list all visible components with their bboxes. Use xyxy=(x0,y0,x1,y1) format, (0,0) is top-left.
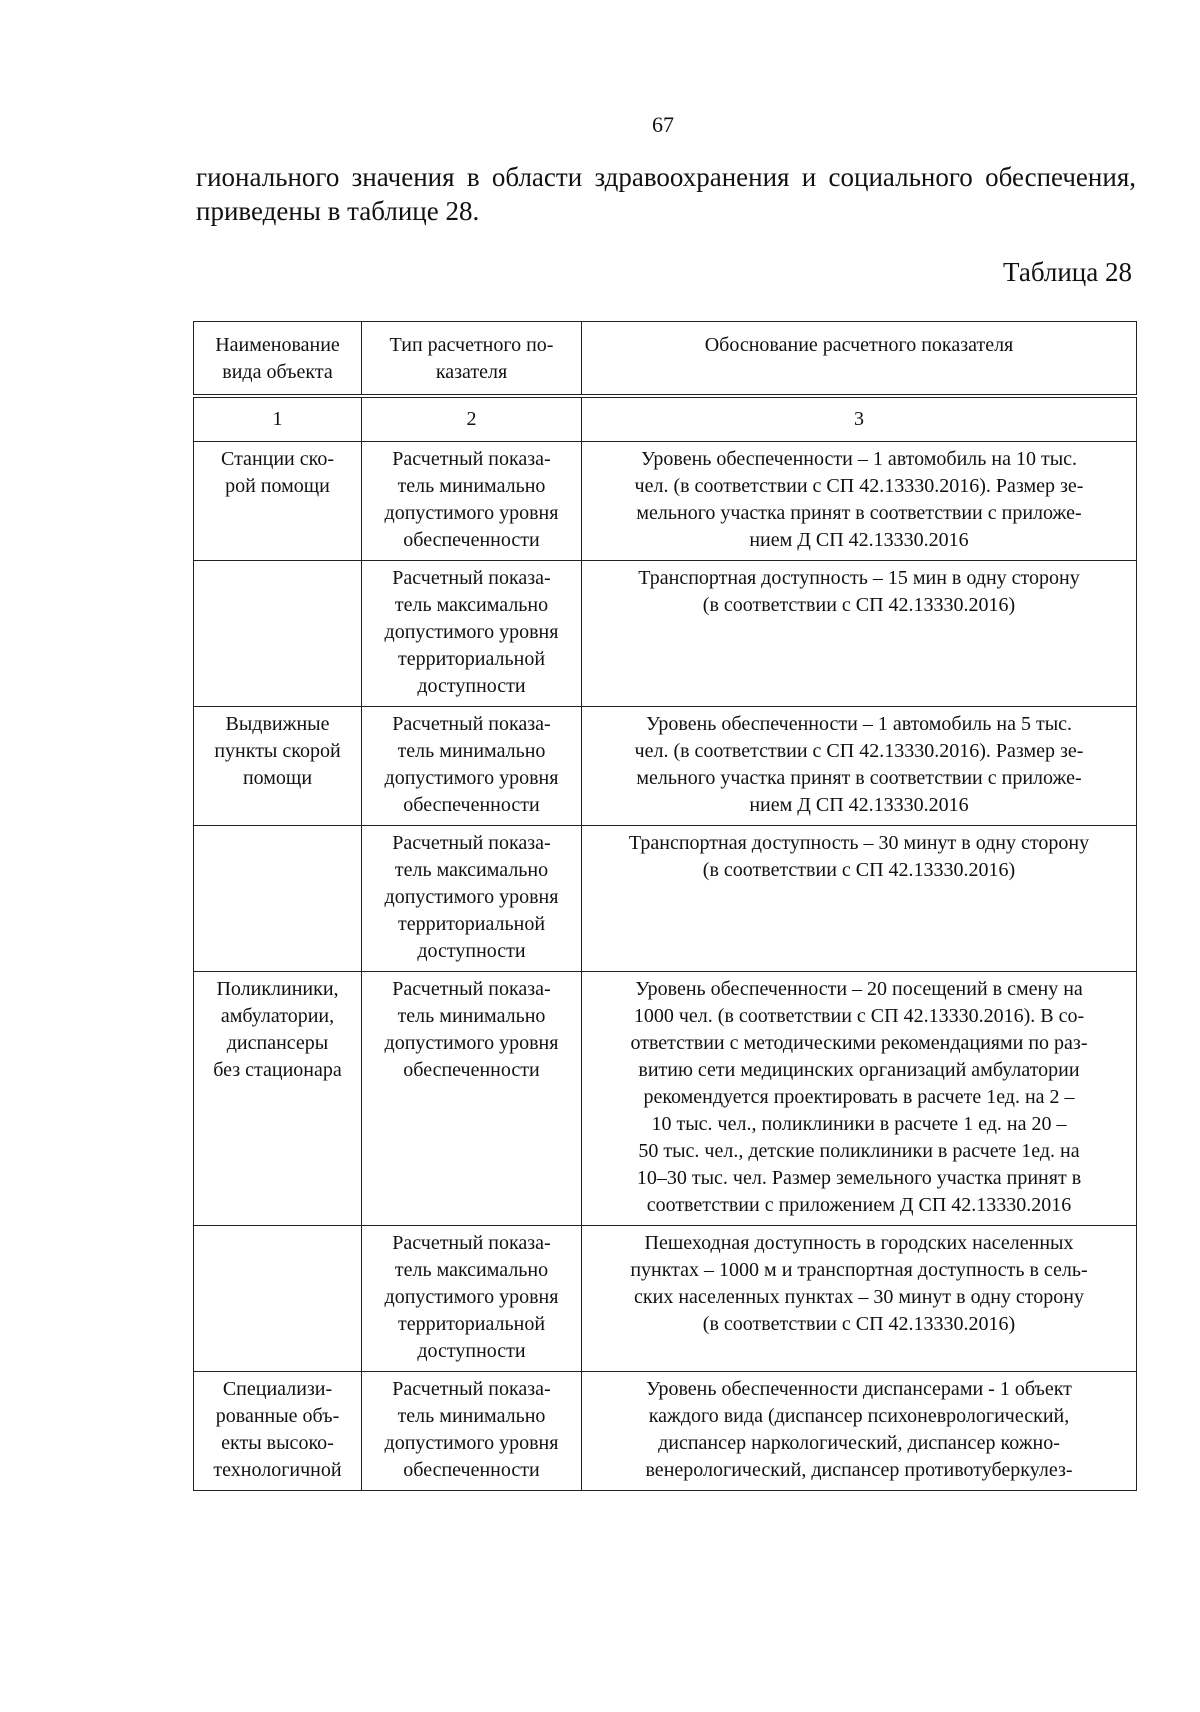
object-name-cell: Специализи- рованные объ- екты высоко- технологичной xyxy=(194,1372,362,1491)
indicator-type-cell: Расчетный показа- тель максимально допустимого уровня территориальной доступности xyxy=(362,561,582,707)
object-name-cell xyxy=(194,1226,362,1372)
object-name-cell: Выдвижные пункты скорой помощи xyxy=(194,707,362,826)
column-number-row xyxy=(194,396,1137,442)
object-name-cell: Станции ско- рой помощи xyxy=(194,442,362,561)
indicator-type-cell: Расчетный показа- тель минимально допустимого уровня обеспеченности xyxy=(362,442,582,561)
table-header-row xyxy=(194,322,1137,397)
table-row xyxy=(194,1372,1137,1491)
indicator-basis-cell: Уровень обеспеченности – 20 посещений в смену на 1000 чел. (в соответствии с СП 42.13330.2016). В со- ответствии с методическими рекомендациями по раз- витию сети медицинских организаций амбулатории рекомендуется проектировать в расчете 1ед. на 2 – 10 тыс. чел., поликлиники в расчете 1 ед. на 20 – 50 тыс. чел., детские поликлиники в расчете 1ед. на 10–30 тыс. чел. Размер земельного участка принят в соответствии с приложением Д СП 42.13330.2016 xyxy=(582,972,1137,1226)
page-number: 67 xyxy=(652,112,674,137)
indicator-basis-cell: Уровень обеспеченности – 1 автомобиль на 5 тыс. чел. (в соответствии с СП 42.13330.2016). Размер зе- мельного участка принят в соответствии с приложе- нием Д СП 42.13330.2016 xyxy=(582,707,1137,826)
standards-table xyxy=(193,321,1137,1491)
table-row xyxy=(194,442,1137,561)
object-name-cell: Поликлиники, амбулатории, диспансеры без стационара xyxy=(194,972,362,1226)
intro-line-2: приведены в таблице 28. xyxy=(196,196,480,226)
indicator-type-cell: Расчетный показа- тель максимально допустимого уровня территориальной доступности xyxy=(362,826,582,972)
indicator-basis-cell: Транспортная доступность – 30 минут в одну сторону (в соответствии с СП 42.13330.2016) xyxy=(582,826,1137,972)
indicator-type-cell: Расчетный показа- тель максимально допустимого уровня территориальной доступности xyxy=(362,1226,582,1372)
indicator-type-cell: Расчетный показа- тель минимально допустимого уровня обеспеченности xyxy=(362,972,582,1226)
indicator-basis-cell: Уровень обеспеченности диспансерами - 1 объект каждого вида (диспансер психоневрологический, диспансер наркологический, диспансер кожно- венерологический, диспансер противотуберкулез- xyxy=(582,1372,1137,1491)
table-row xyxy=(194,707,1137,826)
header-indicator-basis: Обоснование расчетного показателя xyxy=(582,322,1137,397)
table-row xyxy=(194,826,1137,972)
indicator-basis-cell: Транспортная доступность – 15 мин в одну сторону (в соответствии с СП 42.13330.2016) xyxy=(582,561,1137,707)
table-caption: Таблица 28 xyxy=(1003,257,1132,287)
header-object-name: Наименование вида объекта xyxy=(194,322,362,397)
column-number: 2 xyxy=(362,396,582,442)
column-number: 3 xyxy=(582,396,1137,442)
indicator-basis-cell: Пешеходная доступность в городских населенных пунктах – 1000 м и транспортная доступность в сель- ских населенных пунктах – 30 минут в одну сторону (в соответствии с СП 42.13330.2016) xyxy=(582,1226,1137,1372)
table-row xyxy=(194,1226,1137,1372)
object-name-cell xyxy=(194,561,362,707)
table-row xyxy=(194,972,1137,1226)
table-row xyxy=(194,561,1137,707)
intro-paragraph xyxy=(196,160,1136,228)
object-name-cell xyxy=(194,826,362,972)
header-indicator-type: Тип расчетного по- казателя xyxy=(362,322,582,397)
indicator-type-cell: Расчетный показа- тель минимально допустимого уровня обеспеченности xyxy=(362,707,582,826)
column-number: 1 xyxy=(194,396,362,442)
indicator-type-cell: Расчетный показа- тель минимально допустимого уровня обеспеченности xyxy=(362,1372,582,1491)
indicator-basis-cell: Уровень обеспеченности – 1 автомобиль на 10 тыс. чел. (в соответствии с СП 42.13330.2016). Размер зе- мельного участка принят в соответствии с приложе- нием Д СП 42.13330.2016 xyxy=(582,442,1137,561)
intro-line-1: гионального значения в области здравоохранения и социального обеспечения, xyxy=(196,162,1136,192)
